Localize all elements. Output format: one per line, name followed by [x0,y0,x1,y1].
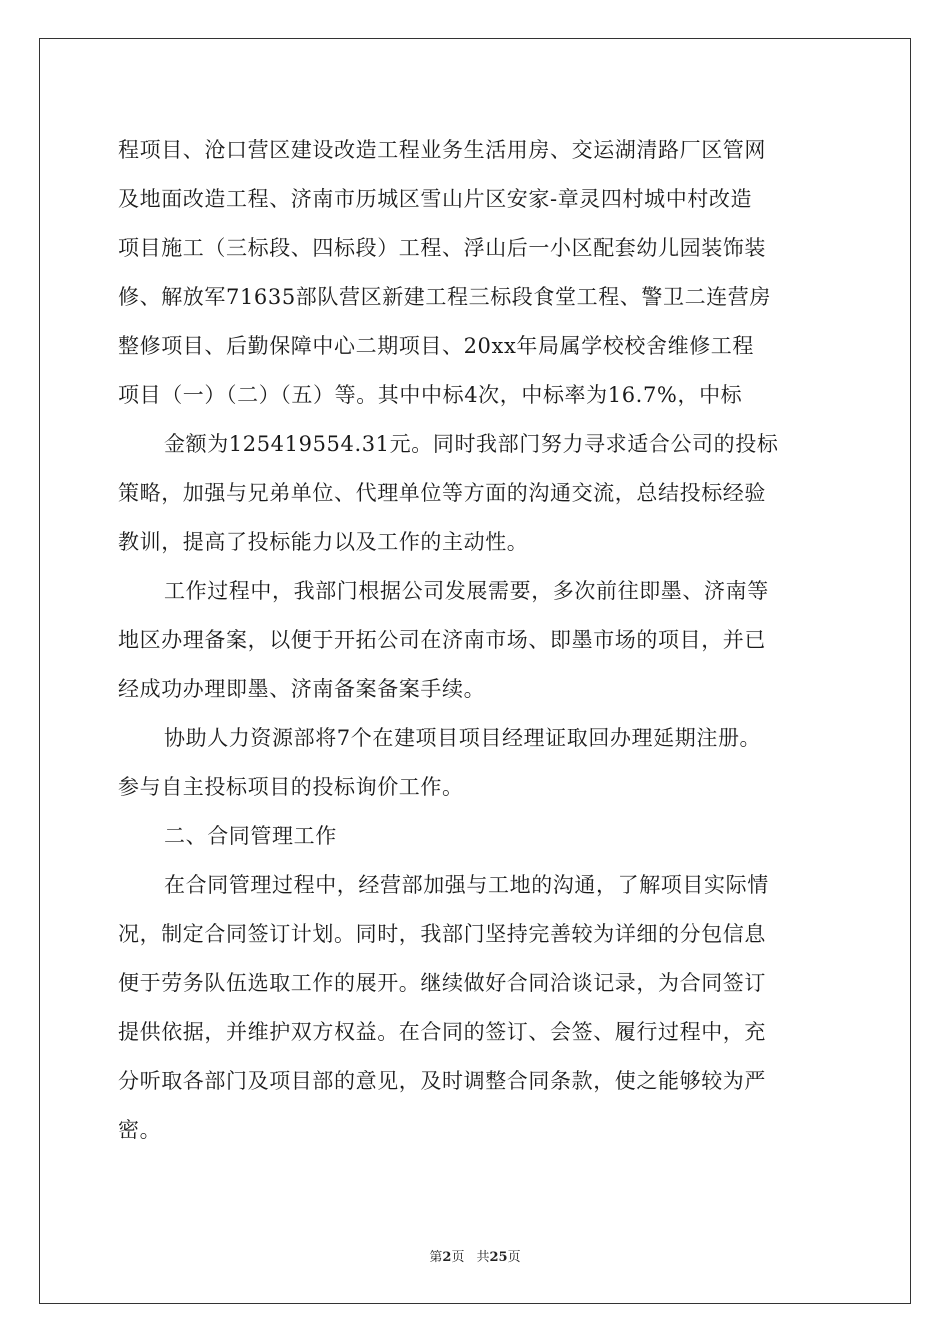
section-heading: 二、合同管理工作 [164,824,337,848]
page-number: 2 [442,1250,452,1265]
text-line-1: 程项目、沧口营区建设改造工程业务生活用房、交运湖清路厂区管网 [118,138,766,162]
text-line-18: 便于劳务队伍选取工作的展开。继续做好合同洽谈记录，为合同签订 [118,971,766,995]
text-line-16: 在合同管理过程中，经营部加强与工地的沟通，了解项目实际情 [164,873,769,897]
text-line-9: 教训，提高了投标能力以及工作的主动性。 [118,530,529,554]
text-line-4: 修、解放军71635部队营区新建工程三标段食堂工程、警卫二连营房 [118,285,772,309]
text-line-13: 协助人力资源部将7个在建项目项目经理证取回办理延期注册。 [164,726,762,750]
text-line-8: 策略，加强与兄弟单位、代理单位等方面的沟通交流，总结投标经验 [118,481,766,505]
page-footer [0,1246,950,1265]
text-line-7: 金额为125419554.31元。同时我部门努力寻求适合公司的投标 [164,432,779,456]
text-line-5: 整修项目、后勤保障中心二期项目、20xx年局属学校校舍维修工程 [118,334,755,358]
total-suffix: 页 [507,1250,521,1265]
total-pages: 25 [489,1250,508,1265]
text-line-17: 况，制定合同签订计划。同时，我部门坚持完善较为详细的分包信息 [118,922,766,946]
text-line-21: 密。 [118,1118,162,1142]
text-line-6: 项目（一）（二）（五）等。其中中标4次，中标率为16.7%，中标 [118,383,743,407]
document-body [118,126,838,1155]
text-line-11: 地区办理备案，以便于开拓公司在济南市场、即墨市场的项目，并已 [118,628,766,652]
text-line-14: 参与自主投标项目的投标询价工作。 [118,775,464,799]
page-prefix: 第 [429,1250,443,1265]
text-line-3: 项目施工（三标段、四标段）工程、浮山后一小区配套幼儿园装饰装 [118,236,766,260]
text-line-2: 及地面改造工程、济南市历城区雪山片区安家-章灵四村城中村改造 [118,187,753,211]
text-line-20: 分听取各部门及项目部的意见，及时调整合同条款，使之能够较为严 [118,1069,766,1093]
text-line-19: 提供依据，并维护双方权益。在合同的签订、会签、履行过程中，充 [118,1020,766,1044]
page-suffix: 页 [451,1250,465,1265]
total-prefix: 共 [476,1250,490,1265]
text-line-12: 经成功办理即墨、济南备案备案手续。 [118,677,486,701]
text-line-10: 工作过程中，我部门根据公司发展需要，多次前往即墨、济南等 [164,579,769,603]
